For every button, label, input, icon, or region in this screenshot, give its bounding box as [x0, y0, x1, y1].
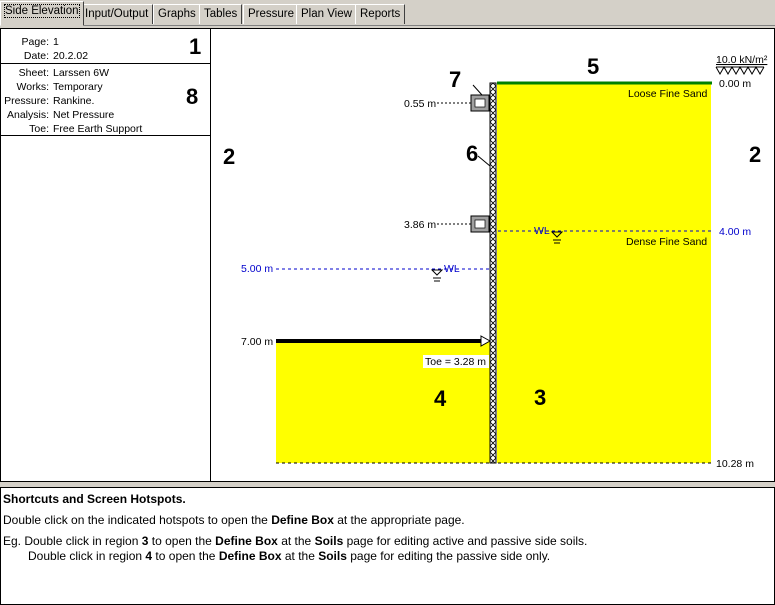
level-top-label: 0.00 m — [719, 78, 752, 90]
sheet-value: Larssen 6W — [53, 67, 110, 79]
design-params-box[interactable] — [1, 64, 210, 136]
elevation-canvas — [211, 29, 775, 481]
tab-input-output[interactable]: Input/Output — [80, 4, 153, 24]
region-6-label: 6 — [466, 141, 479, 166]
prop-pointer-line — [473, 85, 482, 95]
wl-active-label: WL — [534, 225, 550, 237]
tab-side-elevation[interactable]: Side Elevation — [0, 1, 84, 26]
sheet-label: Sheet: — [18, 67, 49, 79]
region-7-label: 7 — [449, 67, 462, 92]
analysis-label: Analysis: — [6, 109, 49, 121]
page-value: 1 — [53, 36, 59, 48]
prop1-level-label: 0.55 m — [404, 98, 437, 110]
shortcuts-panel — [0, 487, 775, 605]
tab-graphs[interactable]: Graphs — [153, 4, 201, 24]
prop2-level-label: 3.86 m — [404, 219, 437, 231]
surcharge-label: 10.0 kN/m² — [716, 54, 768, 66]
pressure-value: Rankine. — [53, 95, 95, 107]
analysis-value: Net Pressure — [53, 109, 115, 121]
toe-value: Free Earth Support — [53, 123, 143, 135]
region-2-left-label: 2 — [223, 144, 236, 169]
pressure-label: Pressure: — [4, 95, 49, 107]
help-line-3: Double click in region 4 to open the Define Box at the Soils page for editing the passive side only. — [28, 549, 551, 563]
surcharge-icon[interactable] — [716, 67, 764, 74]
help-line-2: Eg. Double click in region 3 to open the Define Box at the Soils page for editing active and passive side soils. — [3, 534, 588, 548]
works-value: Temporary — [53, 81, 103, 93]
help-line-1: Double click on the indicated hotspots to open the Define Box at the appropriate page. — [3, 513, 465, 527]
shortcuts-title: Shortcuts and Screen Hotspots. — [3, 492, 186, 506]
sheet-pile-wall[interactable] — [490, 83, 496, 463]
date-value: 20.2.02 — [53, 50, 89, 62]
side-elevation-view — [0, 28, 775, 482]
region-2-right-label: 2 — [749, 142, 762, 167]
water-level-icon — [432, 270, 442, 281]
soil-top-label[interactable]: Loose Fine Sand — [628, 88, 708, 100]
region-4-label: 4 — [434, 386, 447, 411]
date-label: Date: — [23, 50, 49, 62]
toe-label: Toe: — [29, 123, 49, 135]
region-3-label: 3 — [534, 385, 547, 410]
base-level-label: 10.28 m — [716, 458, 754, 470]
info-panel — [1, 29, 211, 481]
tab-bar — [0, 0, 775, 26]
toe-depth-label: Toe = 3.28 m — [425, 356, 486, 368]
soil-bottom-label[interactable]: Dense Fine Sand — [626, 236, 708, 248]
region-8-label: 8 — [186, 84, 199, 109]
tab-tables[interactable]: Tables — [199, 4, 242, 24]
tab-reports[interactable]: Reports — [355, 4, 405, 24]
tab-plan-view[interactable]: Plan View — [296, 4, 357, 24]
active-soil-region[interactable] — [497, 83, 711, 463]
wl-passive-label: WL — [444, 263, 460, 275]
tab-pressure[interactable]: Pressure — [243, 4, 299, 24]
region-1-label: 1 — [189, 34, 202, 59]
page-label: Page: — [21, 36, 49, 48]
region-5-label: 5 — [587, 54, 600, 79]
works-label: Works: — [16, 81, 49, 93]
dredge-level-label: 7.00 m — [241, 336, 274, 348]
page-date-box[interactable] — [1, 29, 210, 64]
wl-active-level-label: 4.00 m — [719, 226, 752, 238]
prop2-icon[interactable] — [471, 216, 489, 232]
wl-passive-level-label: 5.00 m — [241, 263, 274, 275]
region-6-pointer — [478, 156, 490, 166]
prop1-icon[interactable] — [471, 95, 489, 111]
